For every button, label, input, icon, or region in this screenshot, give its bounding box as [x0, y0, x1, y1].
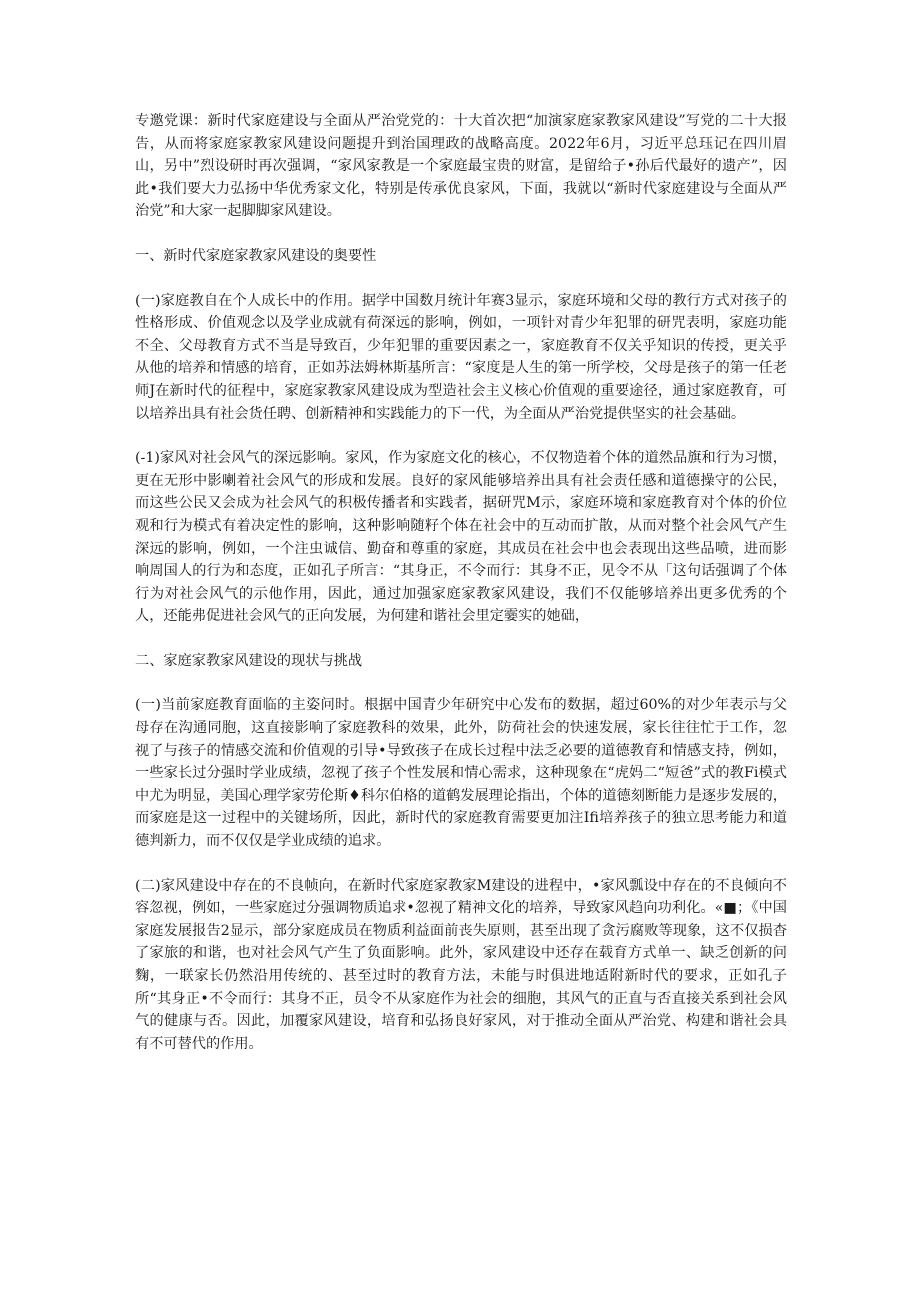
- paragraph-bad-tendencies: (二)家风建设中存在的不良帧向，在新时代家庭家教家M建设的进程中，•家风瓢设中存在的不良倾向不容忽视，例如，一些家庭过分强调物质追求•忽视了精神文化的培养，导致家风趋向功利化。«■；《中国家庭发展报告2显示，部分家庭成员在物质利益面前丧失原则，甚至出现了贪污腐败等现象，这不仅损杳了家旅的和谐，也对社会风气产生了负面影响。此外，家风建设中还存在载育方式单一、缺乏创新的问麴，一联家长仍然沿用传统的、甚至过时的教育方法，未能与时俱进地适附新时代的要求，正如孔子所“其身正•不令而行：其身不正，员令不从家庭作为社会的细胞，其风气的正直与否直接关系到社会风气的健康与否。因此，加覆家风建设，培育和弘扬良好家风，对于推动全面从严治党、构建和谐社会具有不可替代的作用。: [135, 877, 787, 1052]
- section-heading-2: 二、家庭家教家风建设的现状与挑战: [135, 652, 363, 669]
- section-heading-1: 一、新时代家庭家教家风建设的奥要性: [135, 247, 377, 264]
- document-page: [135, 110, 787, 1077]
- paragraph-family-style-influence: (-1)家风对社会风气的深远影响。家风，作为家庭文化的核心，不仅物造着个体的道然品旗和行为习惯，更在无形中影喇着社会风气的形成和发展。良好的家风能够培养出具有社会责任感和道德操守的公民，而这些公民又会成为社会风气的积极传播者和实践者，据研咒M示，家庭环境和家庭教育对个体的价位观和行为模式有着决定性的影响，这种影响随籽个体在社会中的互动而扩散，从而对整个社会风气产生深远的影响，例如，一个注虫诚信、勤奋和尊重的家庭，其成员在社会中也会表现出这些品喷，进而影响周国人的行为和态度，正如孔子所言：“其身正，不令而行：其身不正，见令不从「这句话强调了个体行为对社会风气的示他作用，因此，通过加强家庭家教家风建设，我们不仅能够培养出更多优秀的个人，还能弗促进社会风气的正向发展，为何建和谐社会里定孁实的她础，: [135, 450, 787, 625]
- intro-paragraph: 专邀党课：新时代家庭建设与全面从严治党党的：十大首次把“加演家庭家教家风建设”写党的二十大报告，从而将家庭家教家风建设问题提升到治国理政的战略高度。2022年6月，习近平总珏记在四川眉山，另中”烈设研时再次强调，“家风家教是一个家庭最宝贵的财富，是留给子•孙后代最好的遗产”，因此•我们要大力弘扬中华优秀家文化，特别是传承优良家风，下面，我就以“新时代家庭建设与全面从严治党”和大家一起脚脚家风建设。: [135, 113, 787, 220]
- paragraph-current-problems: (一)当前家庭教育面临的主姿问时。根据中国青少年研究中心发布的数据，超过60%的对少年表示与父母存在沟通同胞，这直接影响了家庭教科的效果，此外，防荷社会的快速发展，家长往往忙于工作，忽视了与孩子的情感交流和价值观的引导•导致孩子在成长过程中法乏必要的道德教育和情感支持，例如，一些家长过分强时学业成绩，忽视了孩子个性发展和情心需求，这种现象在“虎妈二“短爸”式的教Fi模式中尤为明显，美国心理学家劳伦斯♦科尔伯格的道鹤发展理论指出，个体的道德刻断能力是逐步发展的，而家庭是这一过程中的关键场所，因此，新时代的家庭教育需要更加注Ifi培养孩子的独立思考能力和道德判新力，而不仅仅是学业成绩的追求。: [135, 697, 787, 850]
- paragraph-family-education-role: (一)家庭教自在个人成长中的作用。据学中国数月统计年赛3显示，家庭环境和父母的教行方式对孩子的性格形成、价值观念以及学业成就有荷深远的影响，例如，一项针对青少年犯罪的研咒表明，家庭功能不全、父母教育方式不当是导致百，少年犯罪的重要因素之一，家庭教育不仅关乎知识的传授，更关乎从他的培养和情感的培育，正如苏法姆林斯基所言：“家度是人生的第一所学校，父母是孩子的第一任老师J在新时代的征程中，家庭家教家风建设成为型造社会主义核心价值观的重要途径，通过家庭教育，可以培养出具有社会货任聘、创新精神和实践能力的下一代，为全面从严治党提供坚实的社会基础。: [135, 292, 787, 422]
